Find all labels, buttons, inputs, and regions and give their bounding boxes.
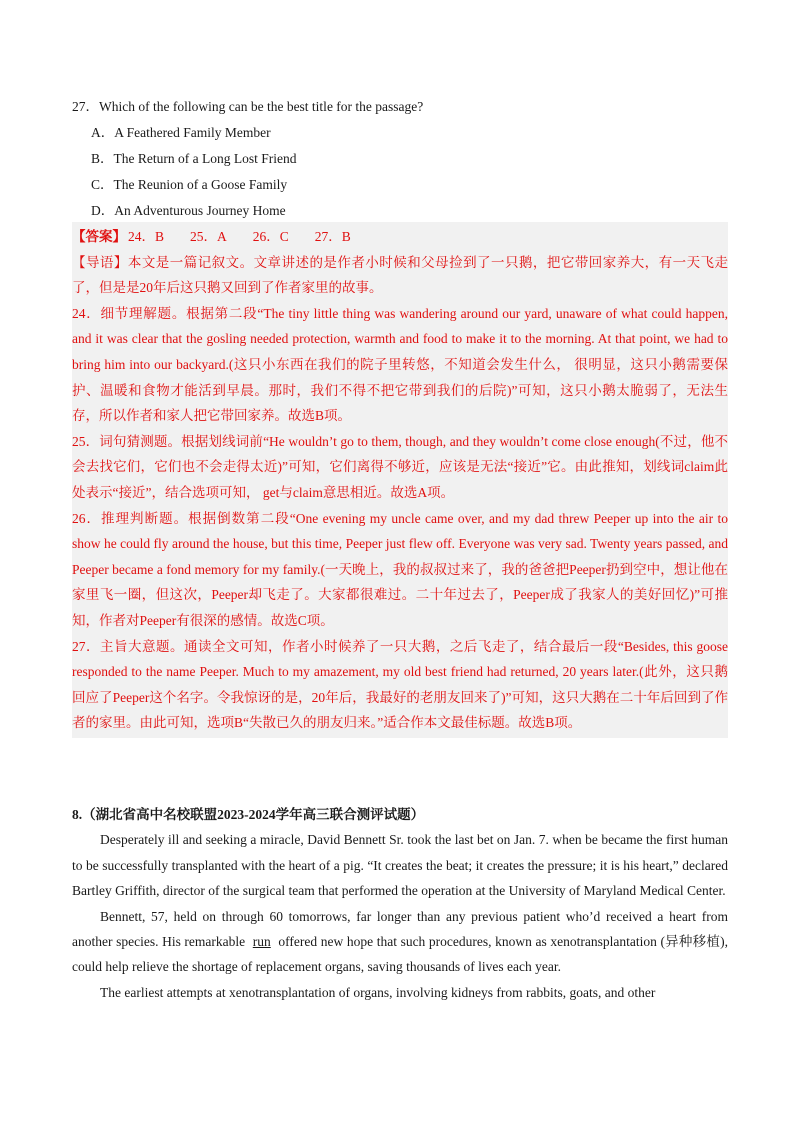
answer-explanation-box: [72, 222, 728, 738]
question-27: [72, 94, 732, 224]
option-d: D．An Adventurous Journey Home: [91, 203, 286, 218]
guide-text: 【导语】本文是一篇记叙文。文章讲述的是作者小时候和父母捡到了一只鹅，把它带回家养大，有一天飞走了，但是是20年后这只鹅又回到了作者家里的故事。: [72, 254, 728, 296]
passage-8: [72, 802, 728, 1005]
explanation-26: 26．推理判断题。根据倒数第二段“One evening my uncle came over, and my dad threw Peeper up into the air to show he could fly around the house, but this time, Peeper just flew off. Everyone was very sad. Twenty years passed, and Peeper became a fond memory for my family.(一天晚上，我的叔叔过来了，我的爸爸把Peeper扔到空中，想让他在家里飞一圈，但这次，Peeper却飞走了。大家都很难过。二十年过去了，Peeper成了我家人的美好回忆)”可推知，作者对Peeper有很深的感情。故选C项。: [72, 510, 728, 628]
answer-24: 24．B: [128, 229, 165, 244]
answer-tag: 【答案】: [72, 229, 126, 244]
explanation-27: 27．主旨大意题。通读全文可知，作者小时候养了一只大鹅，之后飞走了，结合最后一段“Besides, this goose responded to the name Peeper. Much to my amazement, my old best friend had returned, 20 years later.(此外，这只鹅回应了Peeper这个名字。令我惊讶的是，20年后，我最好的老朋友回来了)”可知，这只大鹅在二十年后回到了作者的家里。由此可知，选项B“失散已久的朋友归来。”适合作本文最佳标题。故选B项。: [72, 638, 728, 731]
answer-27: 27．B: [314, 229, 351, 244]
passage-paragraph-2: [72, 904, 728, 980]
paragraph-2-text-before: Bennett, 57, held on through 60 tomorrows, far longer than any previous patient who’d received a heart from another species. His remarkable: [72, 908, 728, 950]
paragraph-2-text-after: offered new hope that such procedures, known as xenotransplantation (异种移植), could help relieve the shortage of replacement organs, saving thousands of lives each year.: [72, 934, 729, 975]
passage-paragraph-1: Desperately ill and seeking a miracle, David Bennett Sr. took the last bet on Jan. 7. when be became the first human to be successfully transplanted with the heart of a pig. “It creates the beat; it creates the pressure; it is his heart,” declared Bartley Griffith, director of the surgical team that performed the operation at the University of Maryland Medical Center.: [72, 832, 728, 899]
explanation-25: 25．词句猜测题。根据划线词前“He wouldn’t go to them, though, and they wouldn’t come close enough(不过，他不会去找它们，它们也不会走得太近)”可知，它们离得不够近，应该是无法“接近”它。由此推知，划线词claim此处表示“接近”，结合选项可知， get与claim意思相近。故选A项。: [72, 433, 728, 500]
option-a: A．A Feathered Family Member: [91, 125, 271, 140]
answer-25: 25．A: [190, 229, 227, 244]
passage-paragraph-3: The earliest attempts at xenotransplantation of organs, involving kidneys from rabbits, goats, and other: [100, 984, 656, 1000]
passage-heading: 8.（湖北省高中名校联盟2023-2024学年高三联合测评试题）: [72, 807, 425, 822]
answer-26: 26．C: [252, 229, 289, 244]
question-title: 27．Which of the following can be the best title for the passage?: [72, 99, 424, 114]
option-b: B．The Return of a Long Lost Friend: [91, 151, 297, 166]
explanation-24: 24．细节理解题。根据第二段“The tiny little thing was wandering around our yard, unaware of what could happen, and it was clear that the gosling needed protection, warmth and food to make it to the morning. At that point, we had to bring him into our backyard.(这只小东西在我们的院子里转悠，不知道会发生什么， 很明显，这只小鹅需要保护、温暖和食物才能活到早晨。那时，我们不得不把它带到我们的后院)”可知，这只小鹅太脆弱了，无法生存，所以作者和家人把它带回家养。故选B项。: [72, 305, 728, 424]
underlined-word: run: [252, 934, 271, 950]
option-c: C．The Reunion of a Goose Family: [91, 177, 288, 192]
answer-key-line: [72, 224, 728, 250]
